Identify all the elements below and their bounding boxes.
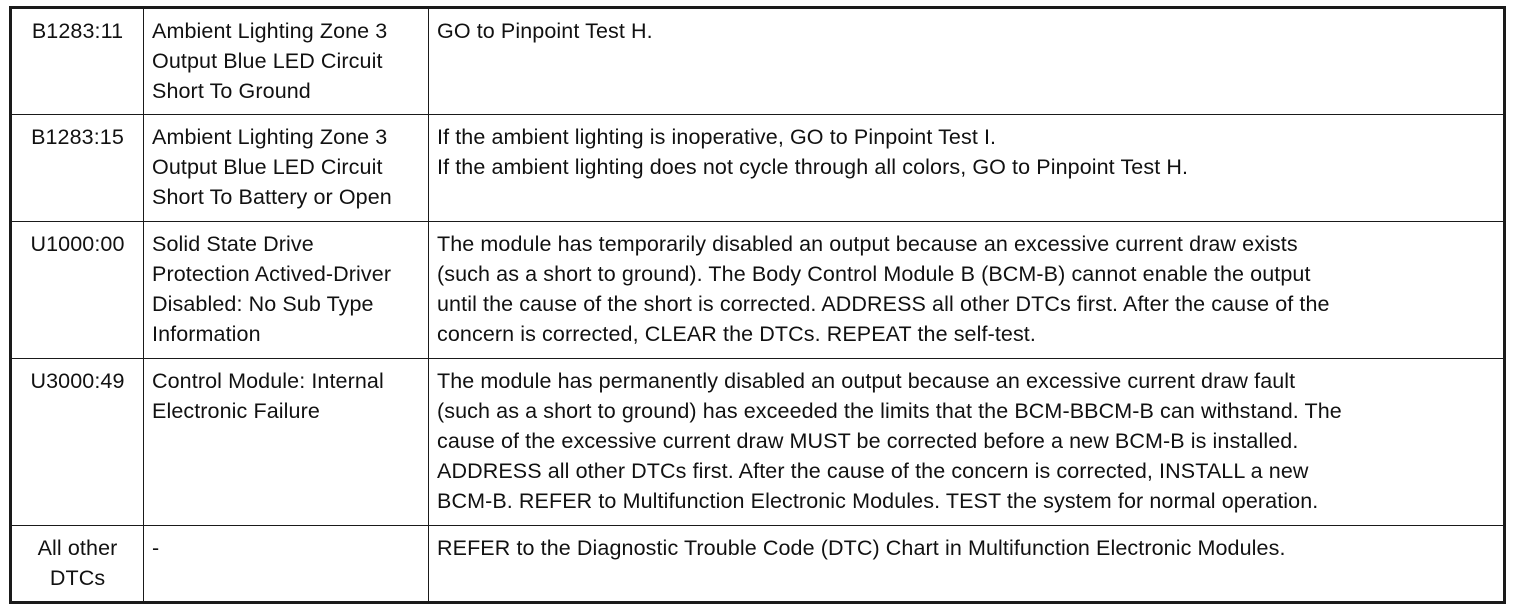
- description-line: Information: [152, 322, 261, 346]
- dtc-code-cell: [11, 115, 144, 222]
- dtc-action-cell: [429, 115, 1505, 222]
- action-line: The module has temporarily disabled an output because an excessive current draw exists: [437, 232, 1298, 256]
- action-line: (such as a short to ground). The Body Control Module B (BCM-B) cannot enable the output: [437, 262, 1311, 286]
- dtc-code-cell: [11, 222, 144, 359]
- action-line: cause of the excessive current draw MUST be corrected before a new BCM-B is installed.: [437, 429, 1299, 453]
- dtc-code-line: DTCs: [49, 566, 106, 590]
- dtc-action-cell: [429, 8, 1505, 115]
- dtc-code: B1283:15: [31, 125, 124, 149]
- dtc-description-cell: [144, 115, 429, 222]
- dtc-action-cell: [429, 222, 1505, 359]
- description-line: Output Blue LED Circuit: [152, 155, 383, 179]
- action-line: BCM-B. REFER to Multifunction Electronic Modules. TEST the system for normal operation.: [437, 489, 1319, 513]
- description-line: Disabled: No Sub Type: [152, 292, 374, 316]
- dtc-table: [9, 6, 1506, 604]
- action-line: The module has permanently disabled an output because an excessive current draw fault: [437, 369, 1296, 393]
- description-line: Short To Battery or Open: [152, 185, 392, 209]
- table-row: [11, 222, 1505, 359]
- dtc-code-line: All other: [37, 536, 118, 560]
- dtc-action-cell: [429, 526, 1505, 603]
- table-row: [11, 359, 1505, 526]
- dtc-code: B1283:11: [31, 19, 124, 43]
- description-line: Solid State Drive: [152, 232, 314, 256]
- dtc-description-cell: [144, 8, 429, 115]
- dtc-code-cell: [11, 8, 144, 115]
- dtc-code-cell: [11, 526, 144, 603]
- description-line: Ambient Lighting Zone 3: [152, 125, 388, 149]
- action-line: ADDRESS all other DTCs first. After the cause of the concern is corrected, INSTALL a new: [437, 459, 1309, 483]
- action-line: (such as a short to ground) has exceeded the limits that the BCM-BBCM-B can withstand. The: [437, 399, 1342, 423]
- action-line: until the cause of the short is corrected. ADDRESS all other DTCs first. After the cause of the: [437, 292, 1330, 316]
- table-row: [11, 8, 1505, 115]
- description-line: Output Blue LED Circuit: [152, 49, 383, 73]
- table-row: [11, 526, 1505, 603]
- action-line: REFER to the Diagnostic Trouble Code (DTC) Chart in Multifunction Electronic Modules.: [437, 536, 1286, 560]
- dtc-code-cell: [11, 359, 144, 526]
- dtc-action-cell: [429, 359, 1505, 526]
- description-line: Control Module: Internal: [152, 369, 384, 393]
- dtc-description-cell: [144, 222, 429, 359]
- table-row: [11, 115, 1505, 222]
- description-line: Ambient Lighting Zone 3: [152, 19, 388, 43]
- dtc-description-cell: [144, 526, 429, 603]
- description-line: Protection Actived-Driver: [152, 262, 392, 286]
- action-line: concern is corrected, CLEAR the DTCs. REPEAT the self-test.: [437, 322, 1036, 346]
- dtc-code: U3000:49: [30, 369, 125, 393]
- description-line: -: [152, 536, 160, 560]
- dtc-code: U1000:00: [30, 232, 125, 256]
- action-line: If the ambient lighting does not cycle through all colors, GO to Pinpoint Test H.: [437, 155, 1189, 179]
- dtc-description-cell: [144, 359, 429, 526]
- description-line: Short To Ground: [152, 79, 311, 103]
- description-line: Electronic Failure: [152, 399, 320, 423]
- action-line: GO to Pinpoint Test H.: [437, 19, 653, 43]
- action-line: If the ambient lighting is inoperative, GO to Pinpoint Test I.: [437, 125, 997, 149]
